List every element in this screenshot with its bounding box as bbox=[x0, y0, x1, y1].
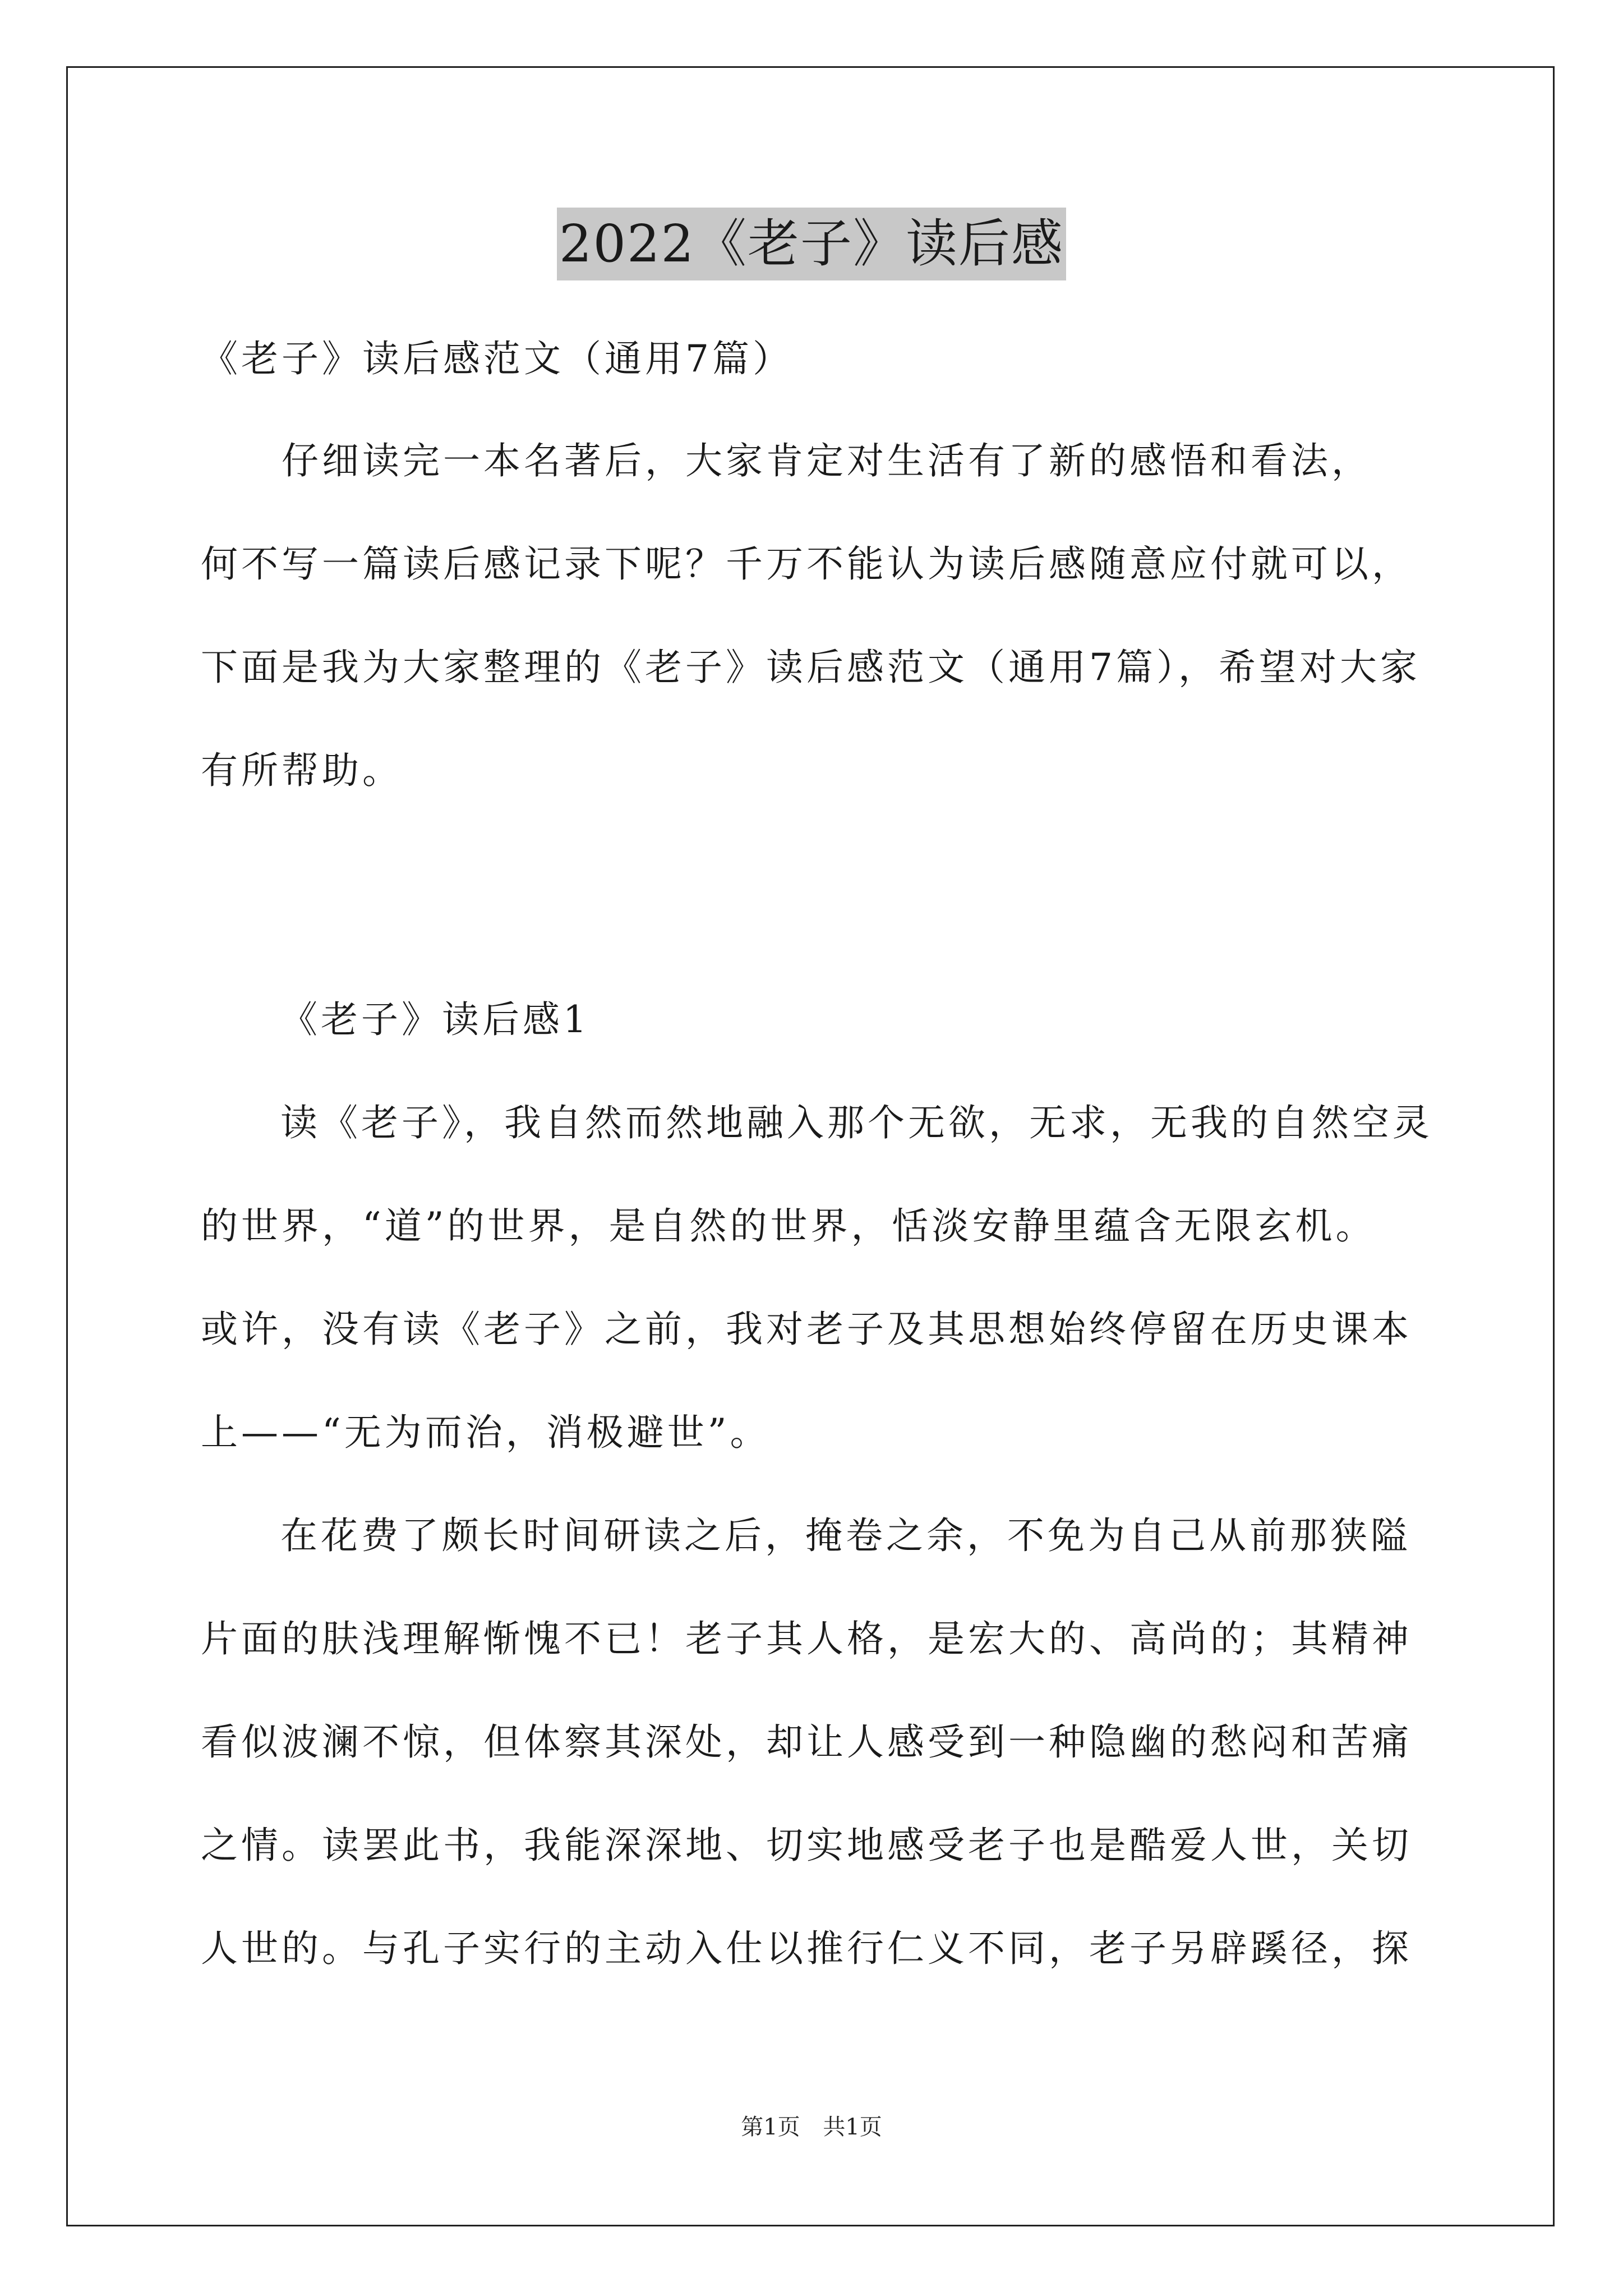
paragraph-2-line-5: 人世的。与孔子实行的主动入仕以推行仁义不同，老子另辟蹊径，探 bbox=[201, 1927, 1412, 1970]
intro-line-3: 下面是我为大家整理的《老子》读后感范文（通用7篇），希望对大家 bbox=[201, 646, 1421, 689]
paragraph-2-line-3: 看似波澜不惊，但体察其深处，却让人感受到一种隐幽的愁闷和苦痛 bbox=[201, 1720, 1412, 1764]
paragraph-2-line-4: 之情。读罢此书，我能深深地、切实地感受老子也是酷爱人世，关切 bbox=[201, 1824, 1412, 1867]
section-heading-text: 《老子》读后感1 bbox=[280, 998, 590, 1041]
paragraph-1-line-3: 或许，没有读《老子》之前，我对老子及其思想始终停留在历史课本 bbox=[201, 1308, 1412, 1351]
page-number: 第1页 bbox=[741, 2114, 800, 2140]
paragraph-2 bbox=[201, 1484, 1435, 2000]
title-container bbox=[0, 208, 1623, 280]
section-heading bbox=[280, 968, 1514, 1071]
intro-paragraph bbox=[201, 409, 1435, 822]
paragraph-1 bbox=[201, 1071, 1435, 1484]
paragraph-1-line-1: 读《老子》，我自然而然地融入那个无欲，无求，无我的自然空灵 bbox=[280, 1101, 1433, 1144]
document-subtitle bbox=[201, 307, 1435, 411]
paragraph-1-line-4: 上——“无为而治，消极避世”。 bbox=[201, 1411, 771, 1454]
intro-line-4: 有所帮助。 bbox=[201, 749, 403, 792]
paragraph-2-line-2: 片面的肤浅理解惭愧不已！老子其人格，是宏大的、高尚的；其精神 bbox=[201, 1617, 1412, 1660]
paragraph-1-line-2: 的世界，“道”的世界，是自然的世界，恬淡安静里蕴含无限玄机。 bbox=[201, 1204, 1376, 1248]
intro-line-2: 何不写一篇读后感记录下呢？千万不能认为读后感随意应付就可以， bbox=[201, 542, 1412, 586]
subtitle-line: 《老子》读后感范文（通用7篇） bbox=[201, 337, 793, 380]
paragraph-2-line-1: 在花费了颇长时间研读之后，掩卷之余，不免为自己从前那狭隘 bbox=[280, 1514, 1411, 1557]
page-footer bbox=[0, 2109, 1623, 2141]
intro-line-1: 仔细读完一本名著后，大家肯定对生活有了新的感悟和看法， bbox=[201, 439, 1372, 482]
document-title: 2022《老子》读后感 bbox=[557, 208, 1066, 280]
page-total: 共1页 bbox=[823, 2114, 882, 2140]
